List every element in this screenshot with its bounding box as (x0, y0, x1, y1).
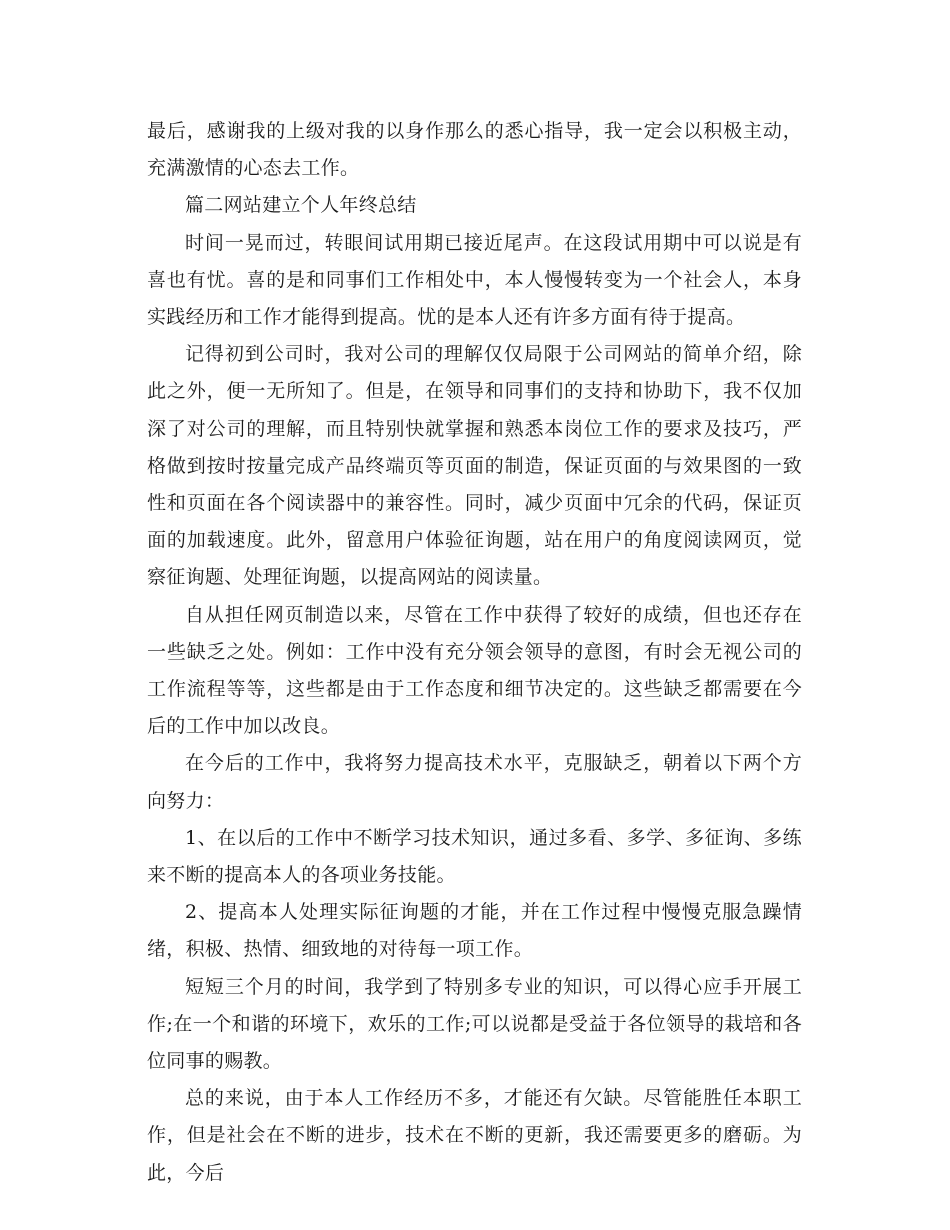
paragraph-three-months: 短短三个月的时间，我学到了特别多专业的知识，可以得心应手开展工作;在一个和谐的环境下，欢乐的工作;可以说都是受益于各位领导的栽培和各位同事的赐教。 (147, 975, 802, 1073)
list-item-1: 1、在以后的工作中不断学习技术知识，通过多看、多学、多征询、多练来不断的提高本人的各项业务技能。 (147, 826, 802, 887)
section-heading: 篇二网站建立个人年终总结 (185, 194, 417, 217)
list-item-2: 2、提高本人处理实际征询题的才能，并在工作过程中慢慢克服急躁情绪，积极、热情、细致地的对待每一项工作。 (147, 901, 802, 961)
paragraph-closing-thanks: 最后，感谢我的上级对我的以身作那么的悉心指导，我一定会以积极主动，充满激情的心态去工作。 (147, 120, 802, 180)
paragraph-shortcomings: 自从担任网页制造以来，尽管在工作中获得了较好的成绩，但也还存在一些缺乏之处。例如：工作中没有充分领会领导的意图，有时会无视公司的工作流程等等，这些都是由于工作态度和细节决定的。这些缺乏都需要在今后的工作中加以改良。 (147, 603, 802, 738)
paragraph-summary: 总的来说，由于本人工作经历不多，才能还有欠缺。尽管能胜任本职工作，但是社会在不断的进步，技术在不断的更新，我还需要更多的磨砺。为此，今后 (147, 1087, 802, 1184)
paragraph-future-directions: 在今后的工作中，我将努力提高技术水平，克服缺乏，朝着以下两个方向努力： (147, 752, 802, 812)
paragraph-company-understanding: 记得初到公司时，我对公司的理解仅仅局限于公司网站的简单介绍，除此之外，便一无所知了。但是，在领导和同事们的支持和协助下，我不仅加深了对公司的理解，而且特别快就掌握和熟悉本岗位工作的要求及技巧，严格做到按时按量完成产品终端页等页面的制造，保证页面的与效果图的一致性和页面在各个阅读器中的兼容性。同时，减少页面中冗余的代码，保证页面的加载速度。此外，留意用户体验征询题，站在用户的角度阅读网页，觉察征询题、处理征询题，以提高网站的阅读量。 (147, 343, 802, 589)
paragraph-intro: 时间一晃而过，转眼间试用期已接近尾声。在这段试用期中可以说是有喜也有忧。喜的是和同事们工作相处中，本人慢慢转变为一个社会人，本身实践经历和工作才能得到提高。忧的是本人还有许多方面有待于提高。 (147, 231, 802, 329)
document-body (147, 113, 802, 1192)
